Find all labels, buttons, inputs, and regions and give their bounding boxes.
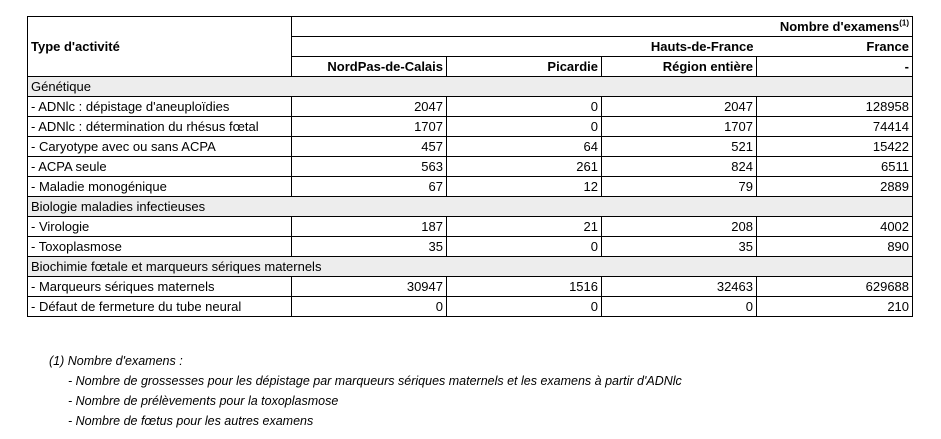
- row-label: - Toxoplasmose: [28, 237, 292, 257]
- cell-france: 210: [757, 297, 913, 317]
- activity-table: [27, 16, 913, 317]
- cell-region: 208: [602, 217, 757, 237]
- col-picardie-header: Picardie: [447, 57, 602, 77]
- row-label: - Virologie: [28, 217, 292, 237]
- table-row: [28, 157, 913, 177]
- table-row: [28, 297, 913, 317]
- cell-nordpas: 1707: [292, 117, 447, 137]
- footnote-ref: (1): [899, 18, 910, 28]
- row-label: - ADNlc : dépistage d'aneuploïdies: [28, 97, 292, 117]
- footnotes: [49, 351, 682, 431]
- table-row: [28, 177, 913, 197]
- table-row: [28, 237, 913, 257]
- cell-picardie: 12: [447, 177, 602, 197]
- section-row: [28, 197, 913, 217]
- cell-france: 629688: [757, 277, 913, 297]
- row-label: - ADNlc : détermination du rhésus fœtal: [28, 117, 292, 137]
- table-row: [28, 97, 913, 117]
- footnote-line: - Nombre de grossesses pour les dépistage par marqueurs sériques maternels et les examens à partir d'ADNlc: [68, 374, 682, 388]
- cell-nordpas: 187: [292, 217, 447, 237]
- cell-picardie: 0: [447, 297, 602, 317]
- cell-region: 32463: [602, 277, 757, 297]
- footnote-title: (1) Nombre d'examens :: [49, 354, 183, 368]
- cell-picardie: 1516: [447, 277, 602, 297]
- cell-france: 6511: [757, 157, 913, 177]
- hauts-de-france-header: Hauts-de-France: [292, 37, 757, 57]
- table-row: [28, 217, 913, 237]
- col-france-header: -: [757, 57, 913, 77]
- row-label: - Maladie monogénique: [28, 177, 292, 197]
- section-title: Génétique: [28, 77, 913, 97]
- footnote-line: - Nombre de prélèvements pour la toxoplasmose: [68, 394, 339, 408]
- row-label: - ACPA seule: [28, 157, 292, 177]
- cell-region: 0: [602, 297, 757, 317]
- cell-picardie: 261: [447, 157, 602, 177]
- cell-region: 521: [602, 137, 757, 157]
- cell-region: 824: [602, 157, 757, 177]
- col-nordpas-header: NordPas-de-Calais: [292, 57, 447, 77]
- table-row: [28, 277, 913, 297]
- row-label: - Caryotype avec ou sans ACPA: [28, 137, 292, 157]
- cell-nordpas: 67: [292, 177, 447, 197]
- cell-picardie: 0: [447, 237, 602, 257]
- cell-nordpas: 0: [292, 297, 447, 317]
- header-row-1: [28, 17, 913, 37]
- cell-france: 2889: [757, 177, 913, 197]
- cell-france: 128958: [757, 97, 913, 117]
- cell-region: 1707: [602, 117, 757, 137]
- nombre-examens-header: Nombre d'examens$^{(1)}$: [292, 17, 913, 37]
- section-row: [28, 77, 913, 97]
- type-activite-header: Type d'activité: [28, 17, 292, 77]
- cell-nordpas: 563: [292, 157, 447, 177]
- cell-nordpas: 30947: [292, 277, 447, 297]
- row-label: - Marqueurs sériques maternels: [28, 277, 292, 297]
- cell-nordpas: 457: [292, 137, 447, 157]
- cell-picardie: 0: [447, 97, 602, 117]
- row-label: - Défaut de fermeture du tube neural: [28, 297, 292, 317]
- footnote-line: - Nombre de fœtus pour les autres examens: [68, 414, 314, 428]
- section-title: Biologie maladies infectieuses: [28, 197, 913, 217]
- france-header: France: [757, 37, 913, 57]
- section-title: Biochimie fœtale et marqueurs sériques maternels: [28, 257, 913, 277]
- col-region-header: Région entière: [602, 57, 757, 77]
- cell-region: 79: [602, 177, 757, 197]
- table-row: [28, 117, 913, 137]
- cell-nordpas: 2047: [292, 97, 447, 117]
- cell-france: 890: [757, 237, 913, 257]
- cell-picardie: 0: [447, 117, 602, 137]
- section-row: [28, 257, 913, 277]
- table-row: [28, 137, 913, 157]
- cell-france: 15422: [757, 137, 913, 157]
- cell-picardie: 21: [447, 217, 602, 237]
- cell-france: 74414: [757, 117, 913, 137]
- cell-nordpas: 35: [292, 237, 447, 257]
- cell-france: 4002: [757, 217, 913, 237]
- cell-picardie: 64: [447, 137, 602, 157]
- cell-region: 35: [602, 237, 757, 257]
- cell-region: 2047: [602, 97, 757, 117]
